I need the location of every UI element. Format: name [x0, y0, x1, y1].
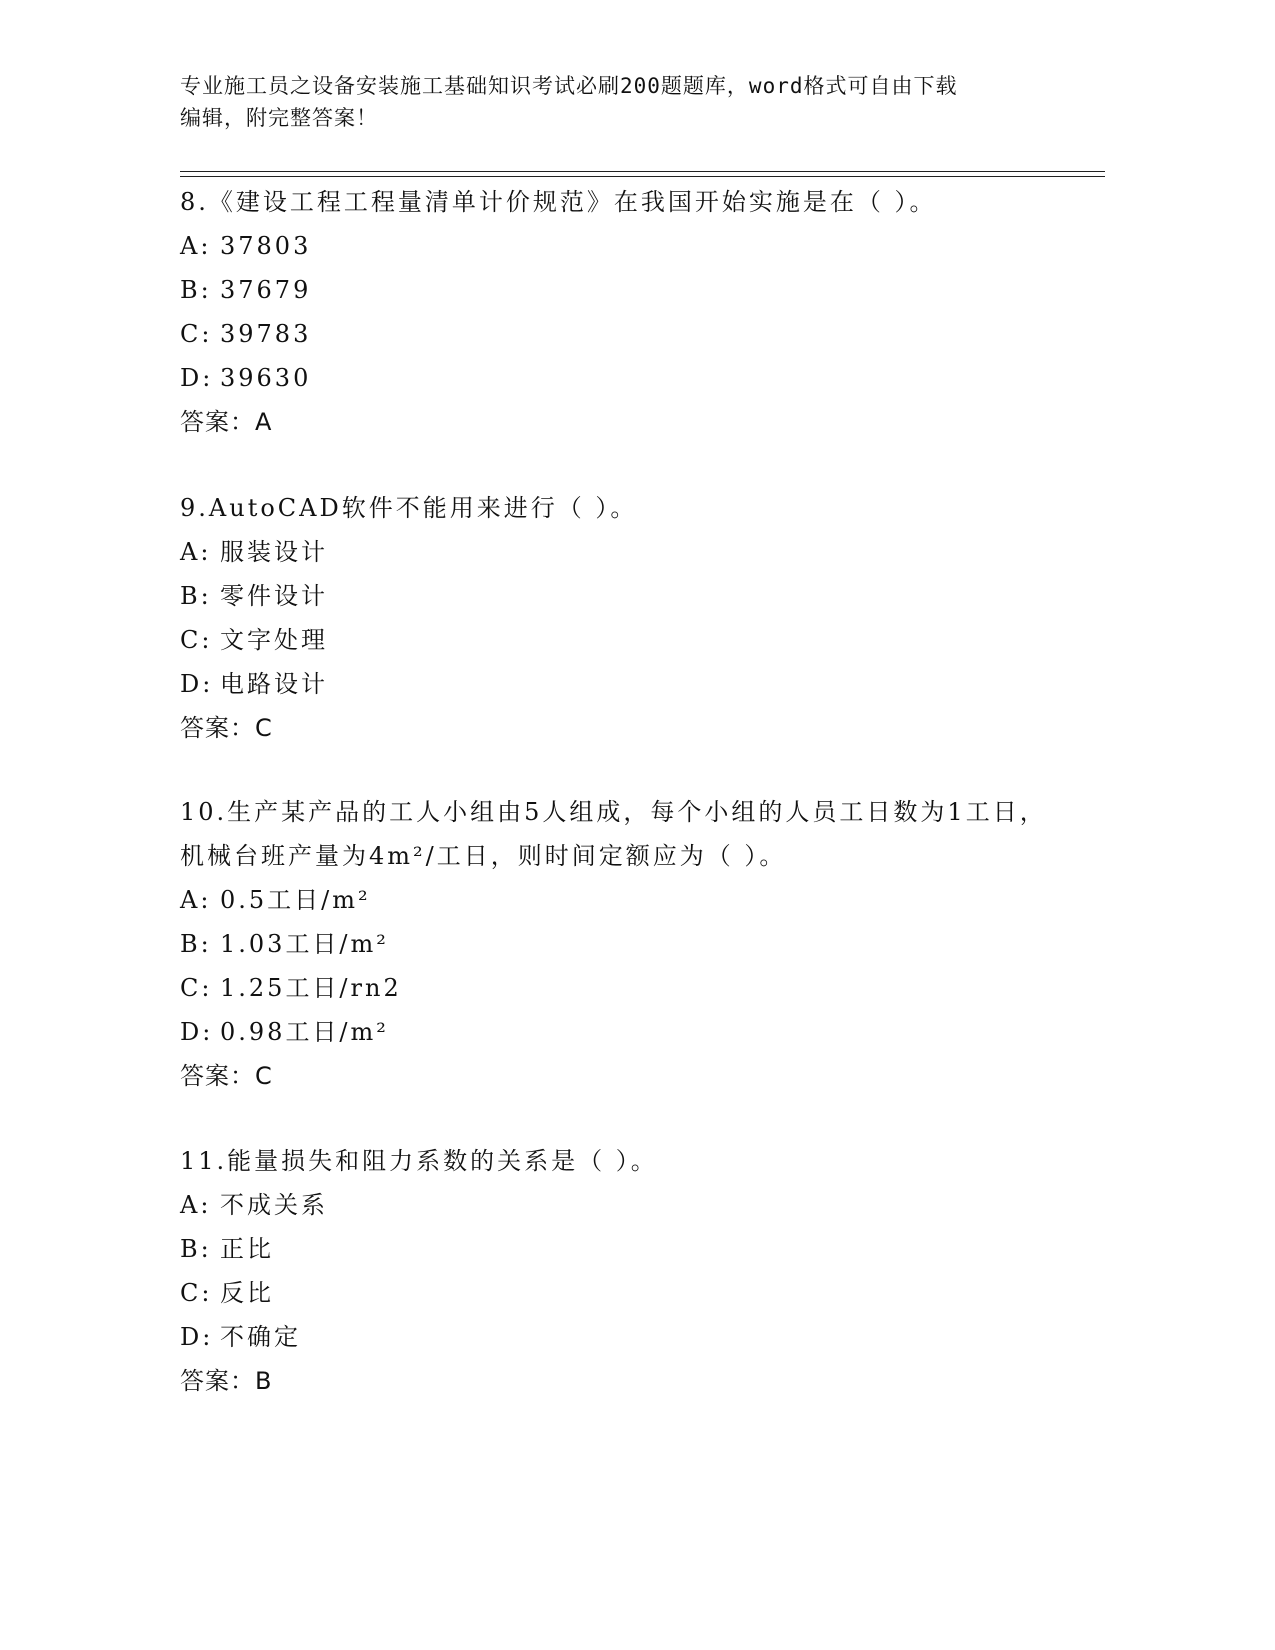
option-c: C: 文字处理 — [180, 626, 328, 654]
answer: 答案：A — [180, 408, 273, 436]
option-d: D: 39630 — [180, 364, 312, 392]
option-c: C: 1.25工日/rn2 — [180, 974, 402, 1002]
option-c: C: 39783 — [180, 320, 312, 348]
option-c: C: 反比 — [180, 1279, 274, 1307]
answer: 答案：C — [180, 1062, 273, 1090]
header-divider-top — [180, 171, 1105, 172]
answer: 答案：B — [180, 1367, 273, 1395]
document-header — [180, 70, 1050, 134]
option-a: A: 0.5工日/m² — [180, 886, 371, 914]
option-d: D: 电路设计 — [180, 670, 328, 698]
question-title: 9.AutoCAD软件不能用来进行（ ）。 — [180, 494, 638, 522]
question-title: 11.能量损失和阻力系数的关系是（ ）。 — [180, 1147, 658, 1175]
question-title: 8.《建设工程工程量清单计价规范》在我国开始实施是在（ ）。 — [180, 188, 937, 216]
header-line-1: 专业施工员之设备安装施工基础知识考试必刷200题题库，word格式可自由下载 — [180, 74, 958, 98]
option-b: B: 1.03工日/m² — [180, 930, 389, 958]
question-11 — [180, 1139, 1050, 1403]
question-9 — [180, 486, 1050, 750]
option-a: A: 服装设计 — [180, 538, 328, 566]
option-d: D: 0.98工日/m² — [180, 1018, 389, 1046]
question-title: 10.生产某产品的工人小组由5人组成，每个小组的人员工日数为1工日，机械台班产量为4m²/工日，则时间定额应为（ ）。 — [180, 798, 1047, 870]
question-10 — [180, 790, 1050, 1098]
option-a: A: 37803 — [180, 232, 312, 260]
option-a: A: 不成关系 — [180, 1191, 328, 1219]
question-8 — [180, 180, 1050, 444]
option-d: D: 不确定 — [180, 1323, 301, 1351]
answer: 答案：C — [180, 714, 273, 742]
header-divider-bottom — [180, 176, 1105, 177]
option-b: B: 37679 — [180, 276, 312, 304]
header-line-2: 编辑，附完整答案！ — [180, 106, 378, 130]
option-b: B: 正比 — [180, 1235, 274, 1263]
option-b: B: 零件设计 — [180, 582, 328, 610]
